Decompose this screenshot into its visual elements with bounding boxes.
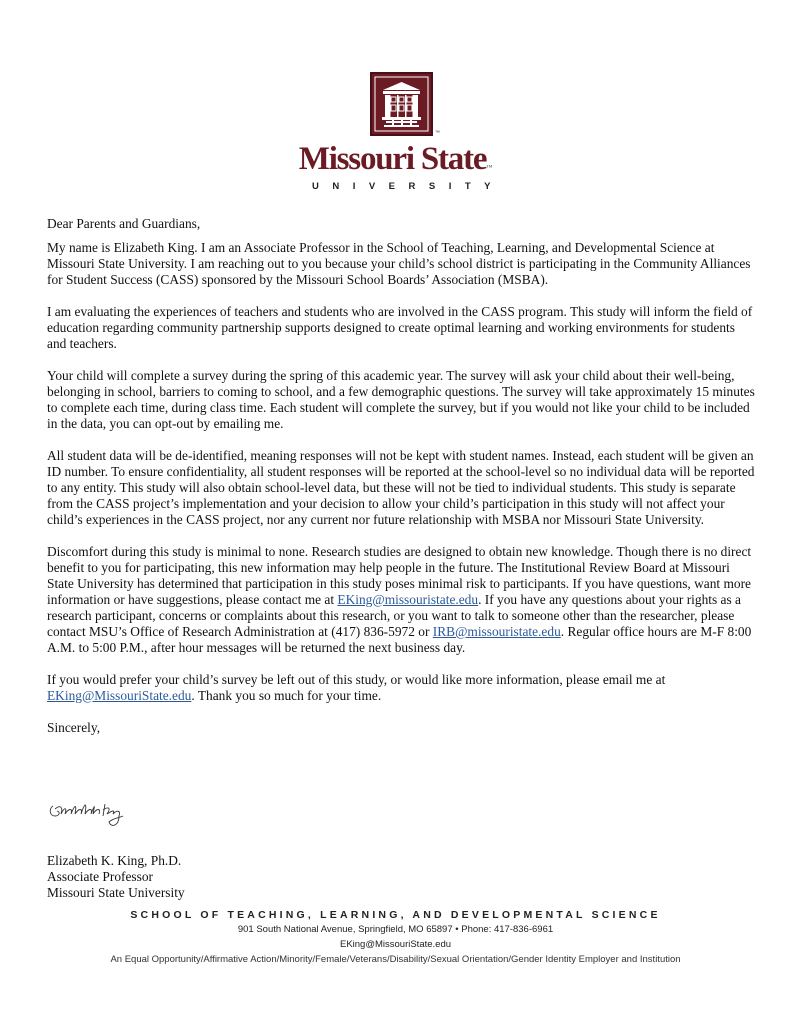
- paragraph-opt-out: [47, 672, 757, 704]
- opt-out-text-2: . Thank you so much for your time.: [191, 688, 382, 703]
- letter-footer: [0, 908, 791, 967]
- paragraph-survey-details: Your child will complete a survey during the spring of this academic year. The survey will ask your child about their well-being, belonging in school, barriers to coming to school, and a few demographic questions. The survey will take approximately 15 minutes to complete each time, during class time. Each student will complete the survey, but if you would not like your child to be included in the data, you can opt-out by emailing me.: [47, 368, 755, 431]
- university-wordmark: [0, 141, 791, 186]
- msu-building-logo-icon: [370, 72, 433, 136]
- paragraph-introduction: My name is Elizabeth King. I am an Associate Professor in the School of Teaching, Learning, and Developmental Science at Missouri State University. I am reaching out to you because your child’s school district is participating in the Community Alliances for Student Success (CASS) sponsored by the Missouri School Boards’ Association (MSBA).: [47, 240, 751, 287]
- signature-block: [47, 853, 185, 901]
- paragraph-study-purpose: I am evaluating the experiences of teachers and students who are involved in the CASS program. This study will inform the field of education regarding community partnership supports designed to create optimal learning and working environments for students and teachers.: [47, 304, 753, 351]
- trademark-mark: ™: [435, 130, 440, 136]
- signer-title: Associate Professor: [47, 869, 153, 884]
- signer-name: Elizabeth K. King, Ph.D.: [47, 853, 182, 868]
- footer-email: EKing@MissouriState.edu: [339, 939, 452, 950]
- footer-address: 901 South National Avenue, Springfield, MO 65897 • Phone: 417-836-6961: [237, 924, 554, 935]
- risks-text-3: . Regular office hours are M-F 8:00 A.M. to 5:00 P.M., after hour messages will be returned the next business day.: [47, 624, 752, 655]
- irb-email-link[interactable]: IRB@missouristate.edu: [432, 624, 561, 639]
- paragraph-risks-contacts: [47, 544, 757, 656]
- risks-text-1: Discomfort during this study is minimal to none. Research studies are designed to obtain new knowledge. Though there is no direct benefit to you for participating, this new information may help people in the future. The Institutional Review Board at Missouri State University has determined that participation in this study poses minimal risk to participants. If you have questions, want more information or have suggestions, please contact me at: [47, 544, 752, 607]
- greeting: Dear Parents and Guardians,: [47, 216, 201, 231]
- wordmark-trademark: ™: [486, 165, 493, 171]
- footer-eeo-statement: An Equal Opportunity/Affirmative Action/Minority/Female/Veterans/Disability/Sexual Orientation/Gender Identity Employer and Institution: [110, 954, 681, 965]
- researcher-email-link[interactable]: EKing@missouristate.edu: [337, 592, 479, 607]
- risks-text-2: . If you have any questions about your rights as a research participant, concerns or complaints about this research, or you want to talk to someone other than the researcher, please contact MSU’s Office of Research Administration at (417) 836-5972 or: [47, 592, 742, 639]
- paragraph-confidentiality: All student data will be de-identified, meaning responses will not be kept with student names. Instead, each student will be given an ID number. To ensure confidentiality, all student responses will be reported at the school-level so no individual data will be reported to any entity. This study will also obtain school-level data, but these will not be tied to individual students. This study is separate from the CASS project’s implementation and your decision to allow your child’s participation in this study will not affect your child’s experiences in the CASS project, nor any current nor future relationship with MSBA nor Missouri State University.: [47, 448, 755, 527]
- handwritten-signature-icon: [47, 796, 147, 840]
- opt-out-email-link[interactable]: EKing@MissouriState.edu: [47, 688, 192, 703]
- opt-out-text-1: If you would prefer your child’s survey be left out of this study, or would like more information, please email me at: [47, 672, 666, 687]
- footer-school-name: SCHOOL OF TEACHING, LEARNING, AND DEVELOPMENTAL SCIENCE: [130, 909, 661, 921]
- closing: Sincerely,: [47, 720, 101, 735]
- university-subtitle: UNIVERSITY: [311, 181, 504, 192]
- letter-body: [47, 216, 757, 752]
- wordmark-text: Missouri State: [298, 141, 487, 177]
- signer-institution: Missouri State University: [47, 885, 185, 900]
